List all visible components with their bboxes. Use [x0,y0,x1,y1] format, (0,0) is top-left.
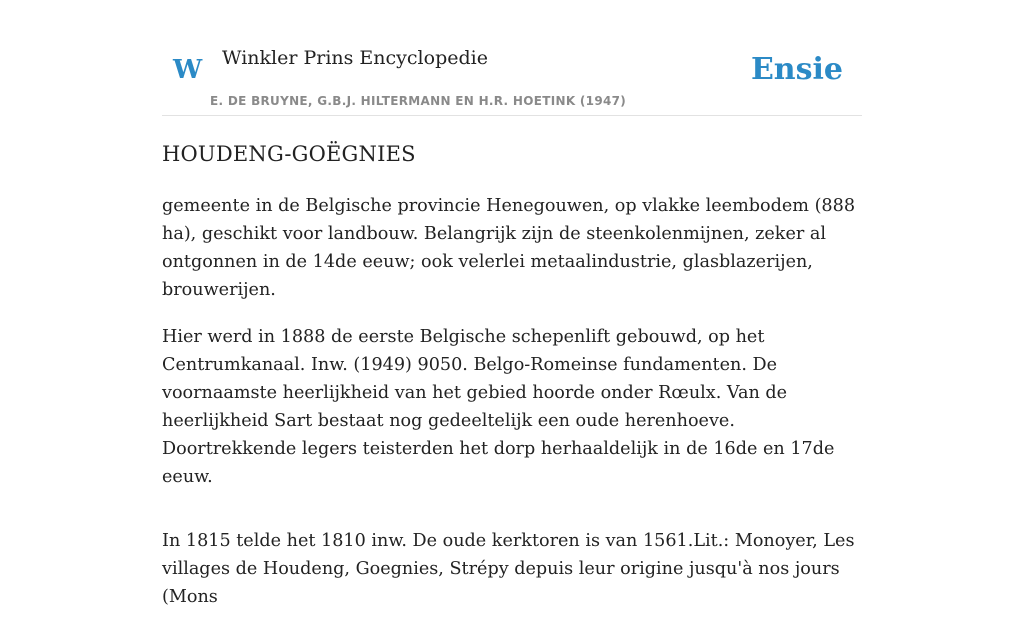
source-title[interactable]: Winkler Prins Encyclopedie [222,47,488,69]
article-title: HOUDENG-GOËGNIES [162,142,416,166]
ensie-logo[interactable]: Ensie [750,52,843,87]
article-paragraph: Hier werd in 1888 de eerste Belgische schepenlift gebouwd, op het Centrumkanaal. Inw. (1949) 9050. Belgo-Romeinse fundamenten. De voornaamste heerlijkheid van het gebied hoorde onder Rœulx. Van de heerlijkheid Sart bestaat nog gedeeltelijk een oude herenhoeve. Doortrekkende legers teisterden het dorp herhaaldelijk in de 16de en 17de eeuw. [162,327,835,487]
source-logo[interactable]: W [173,55,203,85]
article-body [162,192,872,611]
source-authors: E. DE BRUYNE, G.B.J. HILTERMANN EN H.R. HOETINK (1947) [210,94,627,108]
article-paragraph: gemeente in de Belgische provincie Henegouwen, op vlakke leembodem (888 ha), geschikt voor landbouw. Belangrijk zijn de steenkolenmijnen, zeker al ontgonnen in de 14de eeuw; ook velerlei metaalindustrie, glasblazerijen, brouwerijen. [162,196,856,300]
article-paragraph: In 1815 telde het 1810 inw. De oude kerktoren is van 1561.Lit.: Monoyer, Les villages de Houdeng, Goegnies, Strépy depuis leur origine jusqu'à nos jours (Mons [162,531,855,607]
header-divider [162,115,862,116]
article [162,138,872,630]
